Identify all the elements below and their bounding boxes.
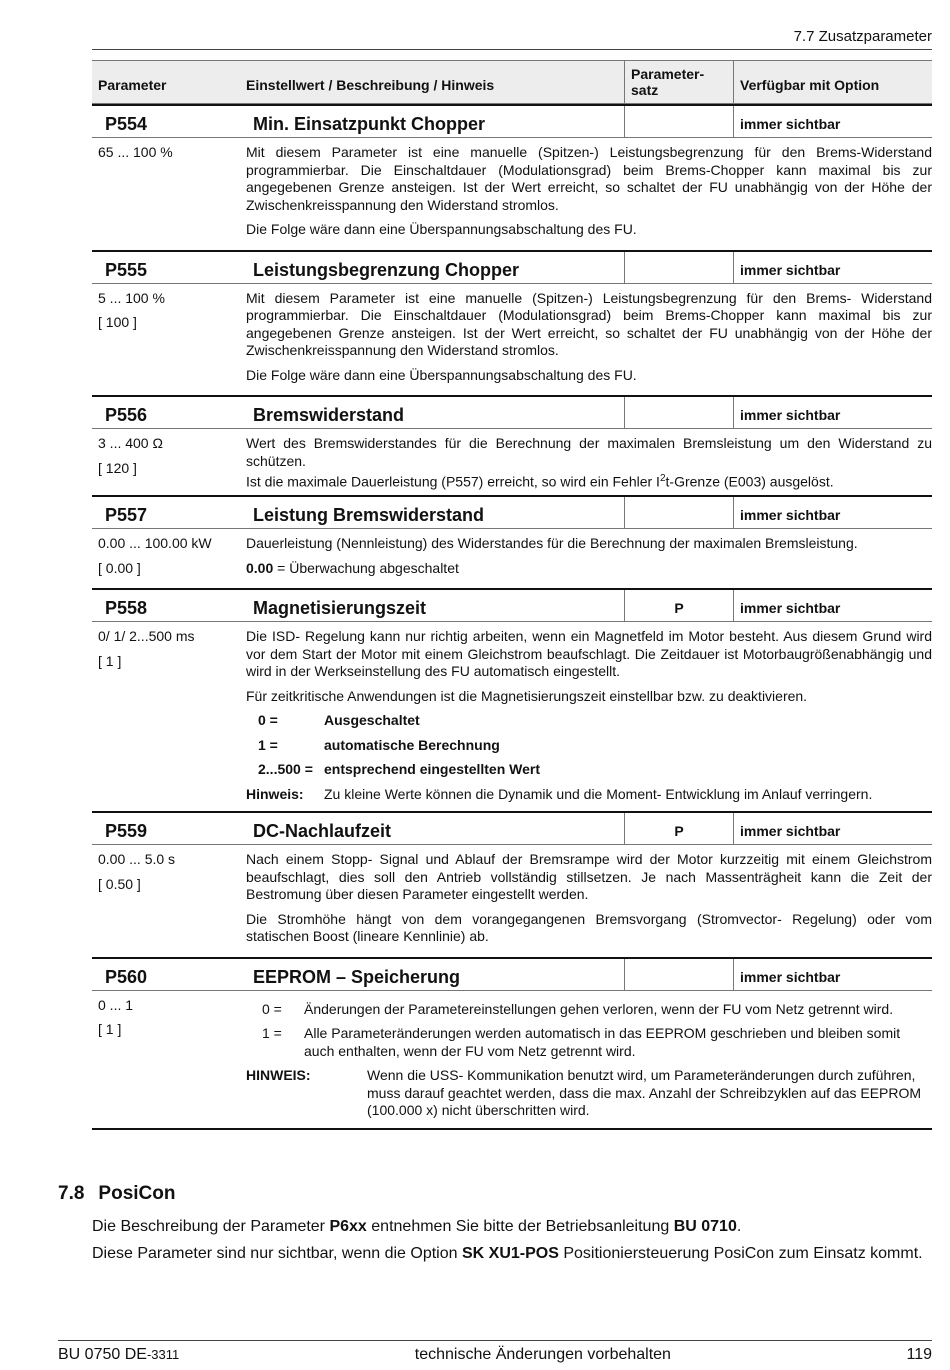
description-text: Nach einem Stopp- Signal und Ablauf der Bremsrampe wird der Motor kurzzeitig mit einem Gleichstrom beaufschlagt, dies soll den Antrieb vollständig stillsetzen. Je nach Massenträgheit kann die Zeit der Bestromung über diesen Parameter eingestellt werden. (246, 851, 932, 903)
col-value-description: Einstellwert / Beschreibung / Hinweis (246, 77, 495, 93)
param-range: 65 ... 100 % (98, 144, 173, 160)
description-text: 0.00 = Überwachung abgeschaltet (246, 559, 459, 576)
param-title-row (92, 395, 932, 429)
page-footer (58, 1340, 932, 1364)
param-availability: immer sichtbar (733, 813, 932, 844)
param-id: P556 (105, 405, 148, 425)
param-body (92, 622, 932, 811)
param-title-row (92, 250, 932, 284)
param-description (246, 144, 932, 246)
param-body (92, 138, 932, 250)
option-row: 1 = Alle Parameteränderungen werden automatisch in das EEPROM geschrieben und bleiben somit auch enthalten, wenn der FU vom Netz getrennt wird. (262, 1025, 901, 1059)
param-name: Bremswiderstand (253, 405, 405, 425)
param-name: EEPROM – Speicherung (253, 966, 461, 987)
param-range-block (92, 435, 246, 491)
description-text: Die Folge wäre dann eine Überspannungsabschaltung des FU. (246, 221, 637, 237)
option-row: 0 = Ausgeschaltet (258, 712, 420, 729)
description-text: Dauerleistung (Nennleistung) des Widerstandes für die Berechnung der maximalen Bremsleistung. (246, 535, 858, 552)
param-title-row (92, 495, 932, 529)
param-availability: immer sichtbar (733, 252, 932, 283)
section-paragraph: Diese Parameter sind nur sichtbar, wenn die Option SK XU1-POS Positioniersteuerung PosiCon zum Einsatz kommt. (92, 1245, 923, 1262)
footer-notice: technische Änderungen vorbehalten (414, 1346, 671, 1363)
param-body (92, 991, 932, 1128)
param-range: 5 ... 100 % (98, 289, 165, 306)
param-body (92, 429, 932, 495)
section-number: 7.8 (58, 1183, 85, 1204)
param-title-row (92, 957, 932, 991)
param-name: Min. Einsatzpunkt Chopper (253, 114, 485, 134)
param-set (624, 252, 733, 283)
param-set (624, 106, 733, 137)
param-default: [ 1 ] (98, 1021, 122, 1038)
param-id: P557 (105, 505, 148, 526)
document-id: BU 0750 DE-3311 (58, 1346, 180, 1363)
param-availability: immer sichtbar (733, 397, 932, 428)
param-set (624, 497, 733, 528)
param-set (624, 959, 733, 990)
param-title-row (92, 104, 932, 138)
param-title-row (92, 588, 932, 622)
param-availability: immer sichtbar (733, 106, 932, 137)
param-default: [ 1 ] (98, 652, 122, 669)
param-description (246, 628, 932, 807)
param-description (246, 435, 932, 491)
section-paragraph: Die Beschreibung der Parameter P6xx entnehmen Sie bitte der Betriebsanleitung BU 0710. (92, 1218, 742, 1235)
description-text: Die Stromhöhe hängt von dem vorangegangenen Bremsvorgang (Stromvector- Regelung) oder vom statischen Boost (lineare Kennlinie) ab. (246, 910, 932, 945)
section-body (92, 1217, 928, 1271)
param-set (624, 397, 733, 428)
note-row: Hinweis: Zu kleine Werte können die Dynamik und die Moment- Entwicklung im Anlauf verringern. (246, 785, 873, 802)
param-title-row (92, 811, 932, 845)
param-name: Leistung Bremswiderstand (253, 505, 485, 526)
param-range: 0 ... 1 (98, 996, 134, 1013)
page-header (92, 26, 932, 50)
param-description (246, 997, 932, 1124)
description-text: Für zeitkritische Anwendungen ist die Magnetisierungszeit einstellbar bzw. zu deaktivieren. (246, 687, 808, 704)
description-text: Die ISD- Regelung kann nur richtig arbeiten, wenn ein Magnetfeld im Motor besteht. Aus diesem Grund wird vor dem Start der Motor mit einem Gleichstrom beaufschlagt. Die Zeitdauer ist Motorbaugrößenabhängig und wird in der Werkseinstellung des FU automatisch eingestellt. (246, 628, 932, 680)
description-text: Die Folge wäre dann eine Überspannungsabschaltung des FU. (246, 366, 637, 383)
param-availability: immer sichtbar (733, 959, 932, 990)
description-text: Mit diesem Parameter ist eine manuelle (Spitzen-) Leistungsbegrenzung für den Brems-Widerstand programmierbar. Die Einschaltdauer (Modulationsgrad) beim Brems-Chopper kann maximal bis zur angegebenen Grenze ansteigen. Ist der Wert erreicht, so schaltet der FU unabhängig von der Höhe der Zwischenkreisspannung den Widerstand stromlos. (246, 144, 932, 213)
table-bottom-rule (92, 1128, 932, 1130)
option-row: 1 = automatische Berechnung (258, 736, 500, 753)
section-heading (58, 1183, 175, 1205)
param-description (246, 851, 932, 953)
param-body (92, 845, 932, 957)
param-description (246, 290, 932, 392)
note-row: HINWEIS: Wenn die USS- Kommunikation benutzt wird, um Parameteränderungen durch zuführen, muss darauf geachtet werden, dass die max. Anzahl der Schreibzyklen auf das EEPROM (100.000 x) nicht überschritten wird. (246, 1067, 922, 1119)
param-default: [ 0.00 ] (98, 559, 141, 576)
param-default: [ 100 ] (98, 314, 137, 330)
col-parameter: Parameter (98, 77, 167, 93)
param-set: P (624, 590, 733, 621)
param-id: P560 (105, 966, 148, 987)
param-default: [ 0.50 ] (98, 875, 141, 892)
parameter-table (92, 60, 932, 1130)
param-default: [ 120 ] (98, 459, 137, 476)
section-header-label: 7.7 Zusatzparameter (793, 28, 932, 45)
description-text: Mit diesem Parameter ist eine manuelle (Spitzen-) Leistungsbegrenzung für den Brems- Widerstand programmierbar. Die Einschaltdauer (Modulationsgrad) beim Brems-Chopper kann maximal bis zur angegebenen Grenze ansteigen. Ist der Wert erreicht, so schaltet der FU unabhängig von der Höhe der Zwischenkreisspannung den Widerstand stromlos. (246, 289, 932, 358)
param-body (92, 529, 932, 588)
param-id: P555 (105, 259, 148, 280)
param-set: P (624, 813, 733, 844)
col-availability: Verfügbar mit Option (733, 61, 932, 103)
param-name: Magnetisierungszeit (253, 598, 427, 619)
param-availability: immer sichtbar (733, 497, 932, 528)
table-header (92, 60, 932, 104)
section-title: PosiCon (98, 1183, 176, 1204)
param-availability: immer sichtbar (733, 590, 932, 621)
param-id: P558 (105, 598, 148, 619)
param-range-block (92, 628, 246, 807)
param-range-block (92, 997, 246, 1124)
option-row: 0 = Änderungen der Parametereinstellungen gehen verloren, wenn der FU vom Netz getrennt wird. (262, 1000, 894, 1017)
param-range: 0.00 ... 5.0 s (98, 851, 176, 868)
description-text: Wert des Bremswiderstandes für die Berechnung der maximalen Bremsleistung um den Widerstand zu schützen. Ist die maximale Dauerleistung (P557) erreicht, so wird ein Fehler $I^2t$-Grenze (E003) ausgelöst. (246, 435, 932, 490)
option-row: 2...500 = entsprechend eingestellten Wert (258, 761, 541, 778)
page-number: 119 (906, 1346, 932, 1363)
param-range-block (92, 290, 246, 392)
param-range: 3 ... 400 Ω (98, 435, 163, 451)
param-id: P554 (105, 114, 148, 134)
param-id: P559 (105, 821, 148, 842)
param-body (92, 284, 932, 396)
param-range-block (92, 851, 246, 953)
param-name: DC-Nachlaufzeit (253, 821, 392, 842)
param-range-block (92, 535, 246, 584)
param-range: 0/ 1/ 2...500 ms (98, 628, 195, 645)
param-description (246, 535, 932, 584)
param-range-block (92, 144, 246, 246)
param-range: 0.00 ... 100.00 kW (98, 535, 212, 552)
col-parameter-set: Parameter- satz (624, 61, 733, 103)
param-name: Leistungsbegrenzung Chopper (253, 259, 520, 280)
